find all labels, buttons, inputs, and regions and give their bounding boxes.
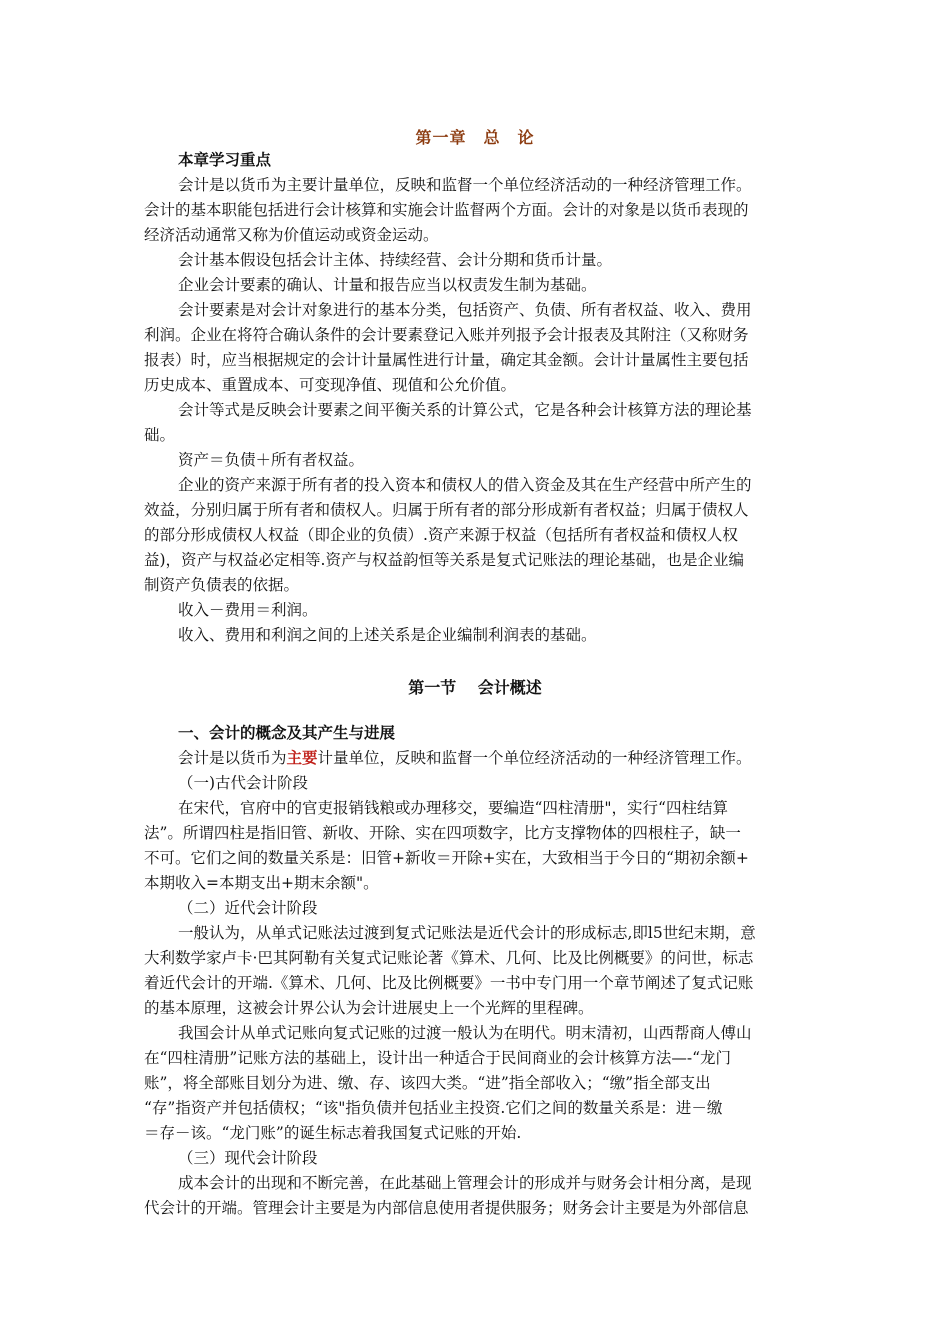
stage-heading: （二）近代会计阶段: [178, 899, 318, 917]
key-points-heading: 本章学习重点: [178, 150, 272, 169]
paragraph-line: 会计要素是对会计对象进行的基本分类，包括资产、负债、所有者权益、收入、费用: [178, 301, 752, 319]
stage-heading: （一)古代会计阶段: [178, 774, 309, 792]
paragraph-line: 效益，分别归属于所有者和债权人。归属于所有者的部分形成新有者权益；归属于债权人: [144, 501, 749, 519]
paragraph-line: 历史成本、重置成本、可变现净值、现值和公允价值。: [144, 376, 517, 394]
paragraph-line: 不可。它们之间的数量关系是：旧管+新收＝开除+实在，大致相当于今日的“期初余额+: [144, 849, 749, 867]
paragraph-line: ＝存－该。“龙门账”的诞生标志着我国复式记账的开始.: [144, 1124, 522, 1142]
stage-heading: （三）现代会计阶段: [178, 1149, 318, 1167]
paragraph-line: 利润。企业在将符合确认条件的会计要素登记入账并列报予会计报表及其附注（又称财务: [144, 326, 749, 344]
paragraph-line: 制资产负债表的依据。: [144, 576, 300, 594]
paragraph-line: 在宋代，官府中的官吏报销钱粮或办理移交，要编造“四柱清册"，实行“四柱结算: [178, 799, 728, 817]
paragraph-line: “存”指资产并包括债权；“该"指负债并包括业主投资.它们之间的数量关系是：进－缴: [144, 1099, 723, 1117]
intro-text: 计量单位，反映和监督一个单位经济活动的一种经济管理工作。: [317, 749, 752, 767]
paragraph-line: 会计的基本职能包括进行会计核算和实施会计监督两个方面。会计的对象是以货币表现的: [144, 201, 749, 219]
paragraph-line: 成本会计的出现和不断完善，在此基础上管理会计的形成并与财务会计相分离，是现: [178, 1174, 752, 1192]
section-title: 第一节 会计概述: [408, 678, 542, 697]
paragraph-line: 收入、费用和利润之间的上述关系是企业编制利润表的基础。: [178, 626, 597, 644]
formula-line: 资产＝负债＋所有者权益。: [178, 451, 365, 469]
paragraph-line: 会计基本假设包括会计主体、持续经营、会计分期和货币计量。: [178, 251, 613, 269]
chapter-title: 第一章 总 论: [415, 128, 535, 147]
paragraph-line: 着近代会计的开端.《算术、几何、比及比例概要》一书中专门用一个章节阐述了复式记账: [144, 974, 754, 992]
intro-text: 会计是以货币为: [178, 749, 287, 767]
paragraph-line: 经济活动通常又称为价值运动或资金运动。: [144, 226, 439, 244]
paragraph-line: 法”。所谓四柱是指旧管、新收、开除、实在四项数字，比方支撑物体的四根柱子，缺一: [144, 824, 741, 842]
formula-line: 收入－费用＝利润。: [178, 601, 318, 619]
paragraph-line: 企业的资产来源于所有者的投入资本和债权人的借入资金及其在生产经营中所产生的: [178, 476, 752, 494]
paragraph-line: 代会计的开端。管理会计主要是为内部信息使用者提供服务；财务会计主要是为外部信息: [144, 1199, 749, 1217]
paragraph-line: 报表）时，应当根据规定的会计计量属性进行计量，确定其金额。会计计量属性主要包括: [144, 351, 749, 369]
paragraph-line: 大利数学家卢卡·巴其阿勒有关复式记账论著《算术、几何、比及比例概要》的问世，标志: [144, 949, 754, 967]
intro-line: [178, 747, 752, 769]
subheading: 一、会计的概念及其产生与进展: [178, 723, 396, 742]
paragraph-line: 益)，资产与权益必定相等.资产与权益韵恒等关系是复式记账法的理论基础，也是企业编: [144, 551, 744, 569]
paragraph-line: 会计是以货币为主要计量单位，反映和监督一个单位经济活动的一种经济管理工作。: [178, 176, 752, 194]
paragraph-line: 会计等式是反映会计要素之间平衡关系的计算公式，它是各种会计核算方法的理论基: [178, 401, 752, 419]
paragraph-line: 一般认为，从单式记账法过渡到复式记账法是近代会计的形成标志,即l5世纪末期，意: [178, 924, 756, 942]
paragraph-line: 企业会计要素的确认、计量和报告应当以权责发生制为基础。: [178, 276, 597, 294]
highlighted-term: 主要: [286, 748, 318, 767]
paragraph-line: 我国会计从单式记账向复式记账的过渡一般认为在明代。明末清初，山西帮商人傅山: [178, 1024, 752, 1042]
paragraph-line: 本期收入=本期支出+期末余额"。: [144, 874, 379, 892]
paragraph-line: 账”，将全部账目划分为进、缴、存、该四大类。“进”指全部收入；“缴”指全部支出: [144, 1074, 711, 1092]
paragraph-line: 的部分形成债权人权益（即企业的负债）.资产来源于权益（包括所有者权益和债权人权: [144, 526, 738, 544]
paragraph-line: 在“四柱清册”记账方法的基础上，设计出一种适合于民间商业的会计核算方法—-“龙门: [144, 1049, 732, 1067]
paragraph-line: 的基本原理，这被会计界公认为会计进展史上一个光辉的里程碑。: [144, 999, 594, 1017]
paragraph-line: 础。: [144, 426, 176, 444]
